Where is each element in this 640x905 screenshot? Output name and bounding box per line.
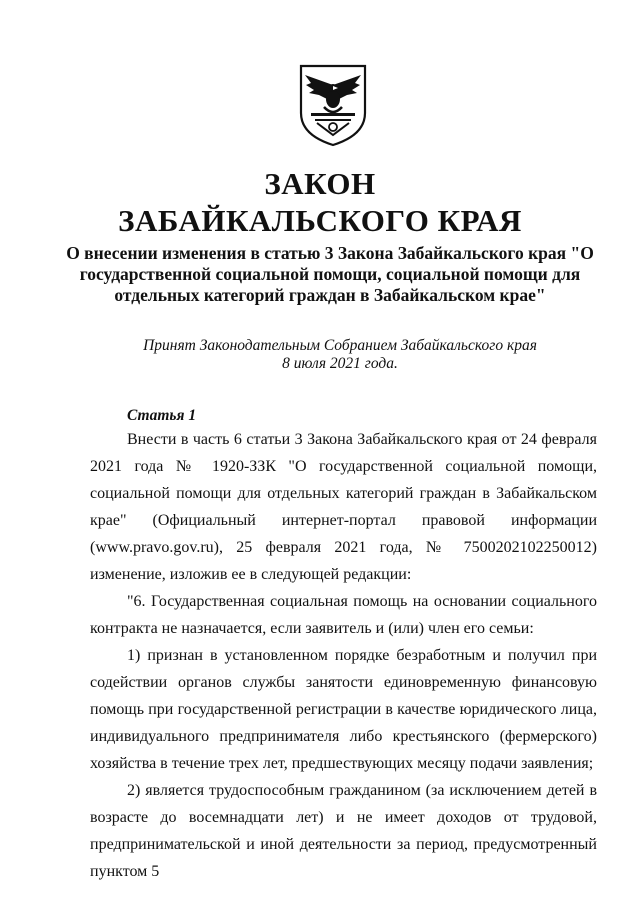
paragraph: 2) является трудоспособным гражданином (за исключением детей в возрасте до восемнадцати лет) и не имеет доходов от трудовой, предпринимательской и иной деятельности за период, предусмотренный пунктом 5 [90, 782, 597, 880]
adoption-date: 8 июля 2021 года. [282, 355, 398, 372]
document-title: ЗАКОН [264, 166, 376, 201]
law-subtitle: О внесении изменения в статью 3 Закона Забайкальского края "О государственной социальной помощи, социальной помощи для отдельных категорий граждан в Забайкальском крае" [66, 243, 594, 305]
article-body [90, 426, 597, 885]
coat-of-arms-icon [297, 63, 369, 147]
adoption-body: Принят Законодательным Собранием Забайкальского края [143, 337, 537, 354]
paragraph: 1) признан в установленном порядке безработным и получил при содействии органов службы занятости единовременную финансовую помощь при государственной регистрации в качестве юридического лица, индивидуального предпринимателя либо крестьянского (фермерского) хозяйства в течение трех лет, предшествующих месяцу подачи заявления; [90, 647, 597, 772]
document-region-title: ЗАБАЙКАЛЬСКОГО КРАЯ [118, 203, 522, 238]
paragraph: Внести в часть 6 статьи 3 Закона Забайкальского края от 24 февраля 2021 года № 1920-ЗЗК "О государственной социальной помощи, социальной помощи для отдельных категорий граждан в Забайкальском крае" (Официальный интернет-портал правовой информации (www.pravo.gov.ru), 25 февраля 2021 года, № 7500202102250012) изменение, изложив ее в следующей редакции: [90, 431, 597, 583]
article-heading: Статья 1 [127, 407, 197, 424]
adoption-note [70, 337, 610, 373]
paragraph: "6. Государственная социальная помощь на основании социального контракта не назначается, если заявитель и (или) член его семьи: [90, 593, 597, 637]
